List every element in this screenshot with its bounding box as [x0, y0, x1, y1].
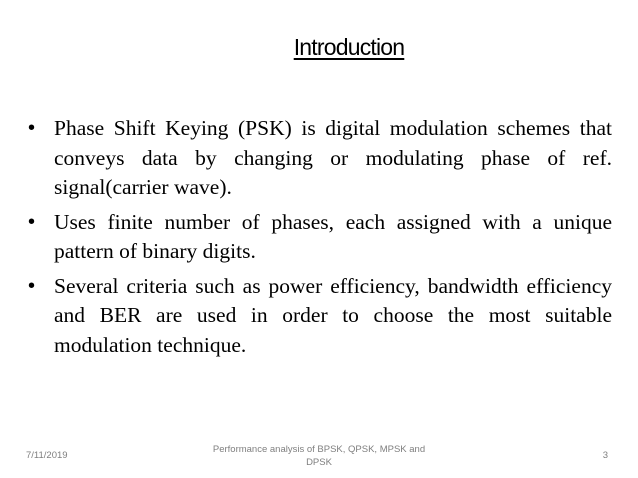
- bullet-icon: •: [28, 117, 36, 139]
- footer-title: Performance analysis of BPSK, QPSK, MPSK and DPSK: [212, 444, 426, 468]
- footer-date: 7/11/2019: [26, 450, 68, 461]
- bullet-icon: •: [28, 274, 36, 297]
- bullet-text: Uses finite number of phases, each assigned with a unique pattern of binary digits.: [54, 209, 612, 263]
- bullet-icon: •: [28, 210, 36, 233]
- bullet-item: [28, 272, 612, 361]
- bullet-item: [28, 114, 612, 203]
- bullet-list: [28, 114, 612, 365]
- page-number: 3: [602, 450, 608, 461]
- slide-title: Introduction: [293, 34, 405, 60]
- bullet-text: Several criteria such as power efficiency, bandwidth efficiency and BER are used in order to choose the most suitable modulation technique.: [54, 273, 612, 357]
- bullet-item: [28, 208, 612, 267]
- bullet-text: Phase Shift Keying (PSK) is digital modulation schemes that conveys data by changing or modulating phase of ref. signal(carrier wave).: [54, 116, 612, 199]
